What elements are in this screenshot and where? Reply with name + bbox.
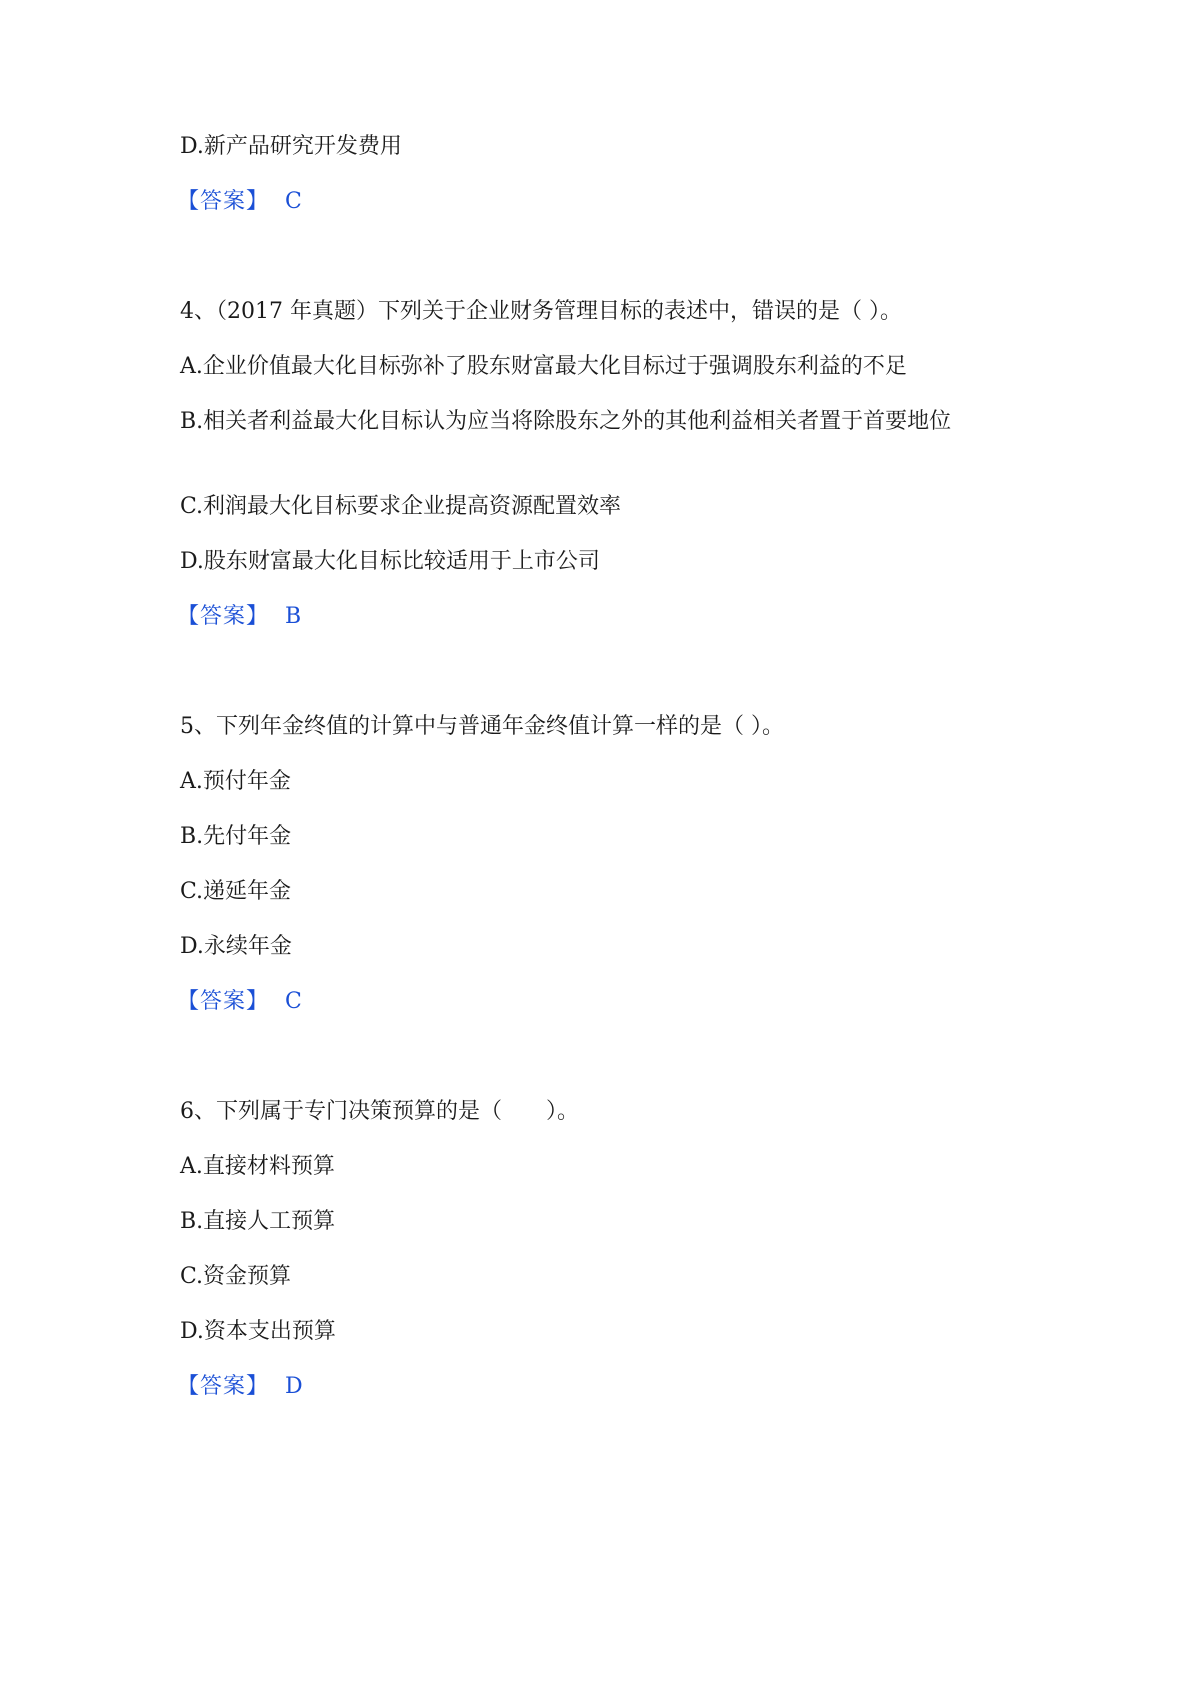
answer-label: 【答案】	[177, 1374, 270, 1399]
option-c: C.递延年金	[180, 879, 292, 904]
option-a: A.企业价值最大化目标弥补了股东财富最大化目标过于强调股东利益的不足	[180, 354, 907, 379]
answer-line	[177, 601, 301, 633]
answer-value: C	[285, 989, 302, 1014]
option-d: D.永续年金	[180, 934, 292, 959]
answer-label: 【答案】	[177, 604, 270, 629]
option-b: B.直接人工预算	[180, 1209, 336, 1234]
option-a: A.直接材料预算	[180, 1154, 335, 1179]
question-title: 6、下列属于专门决策预算的是（ ）。	[180, 1099, 579, 1124]
answer-line	[177, 1371, 303, 1403]
option-c: C.资金预算	[180, 1264, 292, 1289]
answer-line	[177, 986, 302, 1018]
answer-value: C	[285, 189, 302, 214]
question-title: 4、（2017 年真题）下列关于企业财务管理目标的表述中，错误的是（ ）。	[180, 299, 902, 324]
question-title: 5、下列年金终值的计算中与普通年金终值计算一样的是（ ）。	[180, 714, 784, 739]
option-b: B.先付年金	[180, 824, 292, 849]
option-a: A.预付年金	[180, 769, 291, 794]
answer-value: B	[285, 604, 302, 629]
answer-line	[177, 186, 302, 218]
option-c: C.利润最大化目标要求企业提高资源配置效率	[180, 494, 622, 519]
answer-label: 【答案】	[177, 989, 270, 1014]
option-d: D.资本支出预算	[180, 1319, 336, 1344]
answer-value: D	[285, 1374, 303, 1399]
answer-label: 【答案】	[177, 189, 270, 214]
option-d: D.股东财富最大化目标比较适用于上市公司	[180, 549, 600, 574]
option-d: D.新产品研究开发费用	[180, 134, 402, 159]
option-b: B.相关者利益最大化目标认为应当将除股东之外的其他利益相关者置于首要地位	[180, 409, 952, 434]
